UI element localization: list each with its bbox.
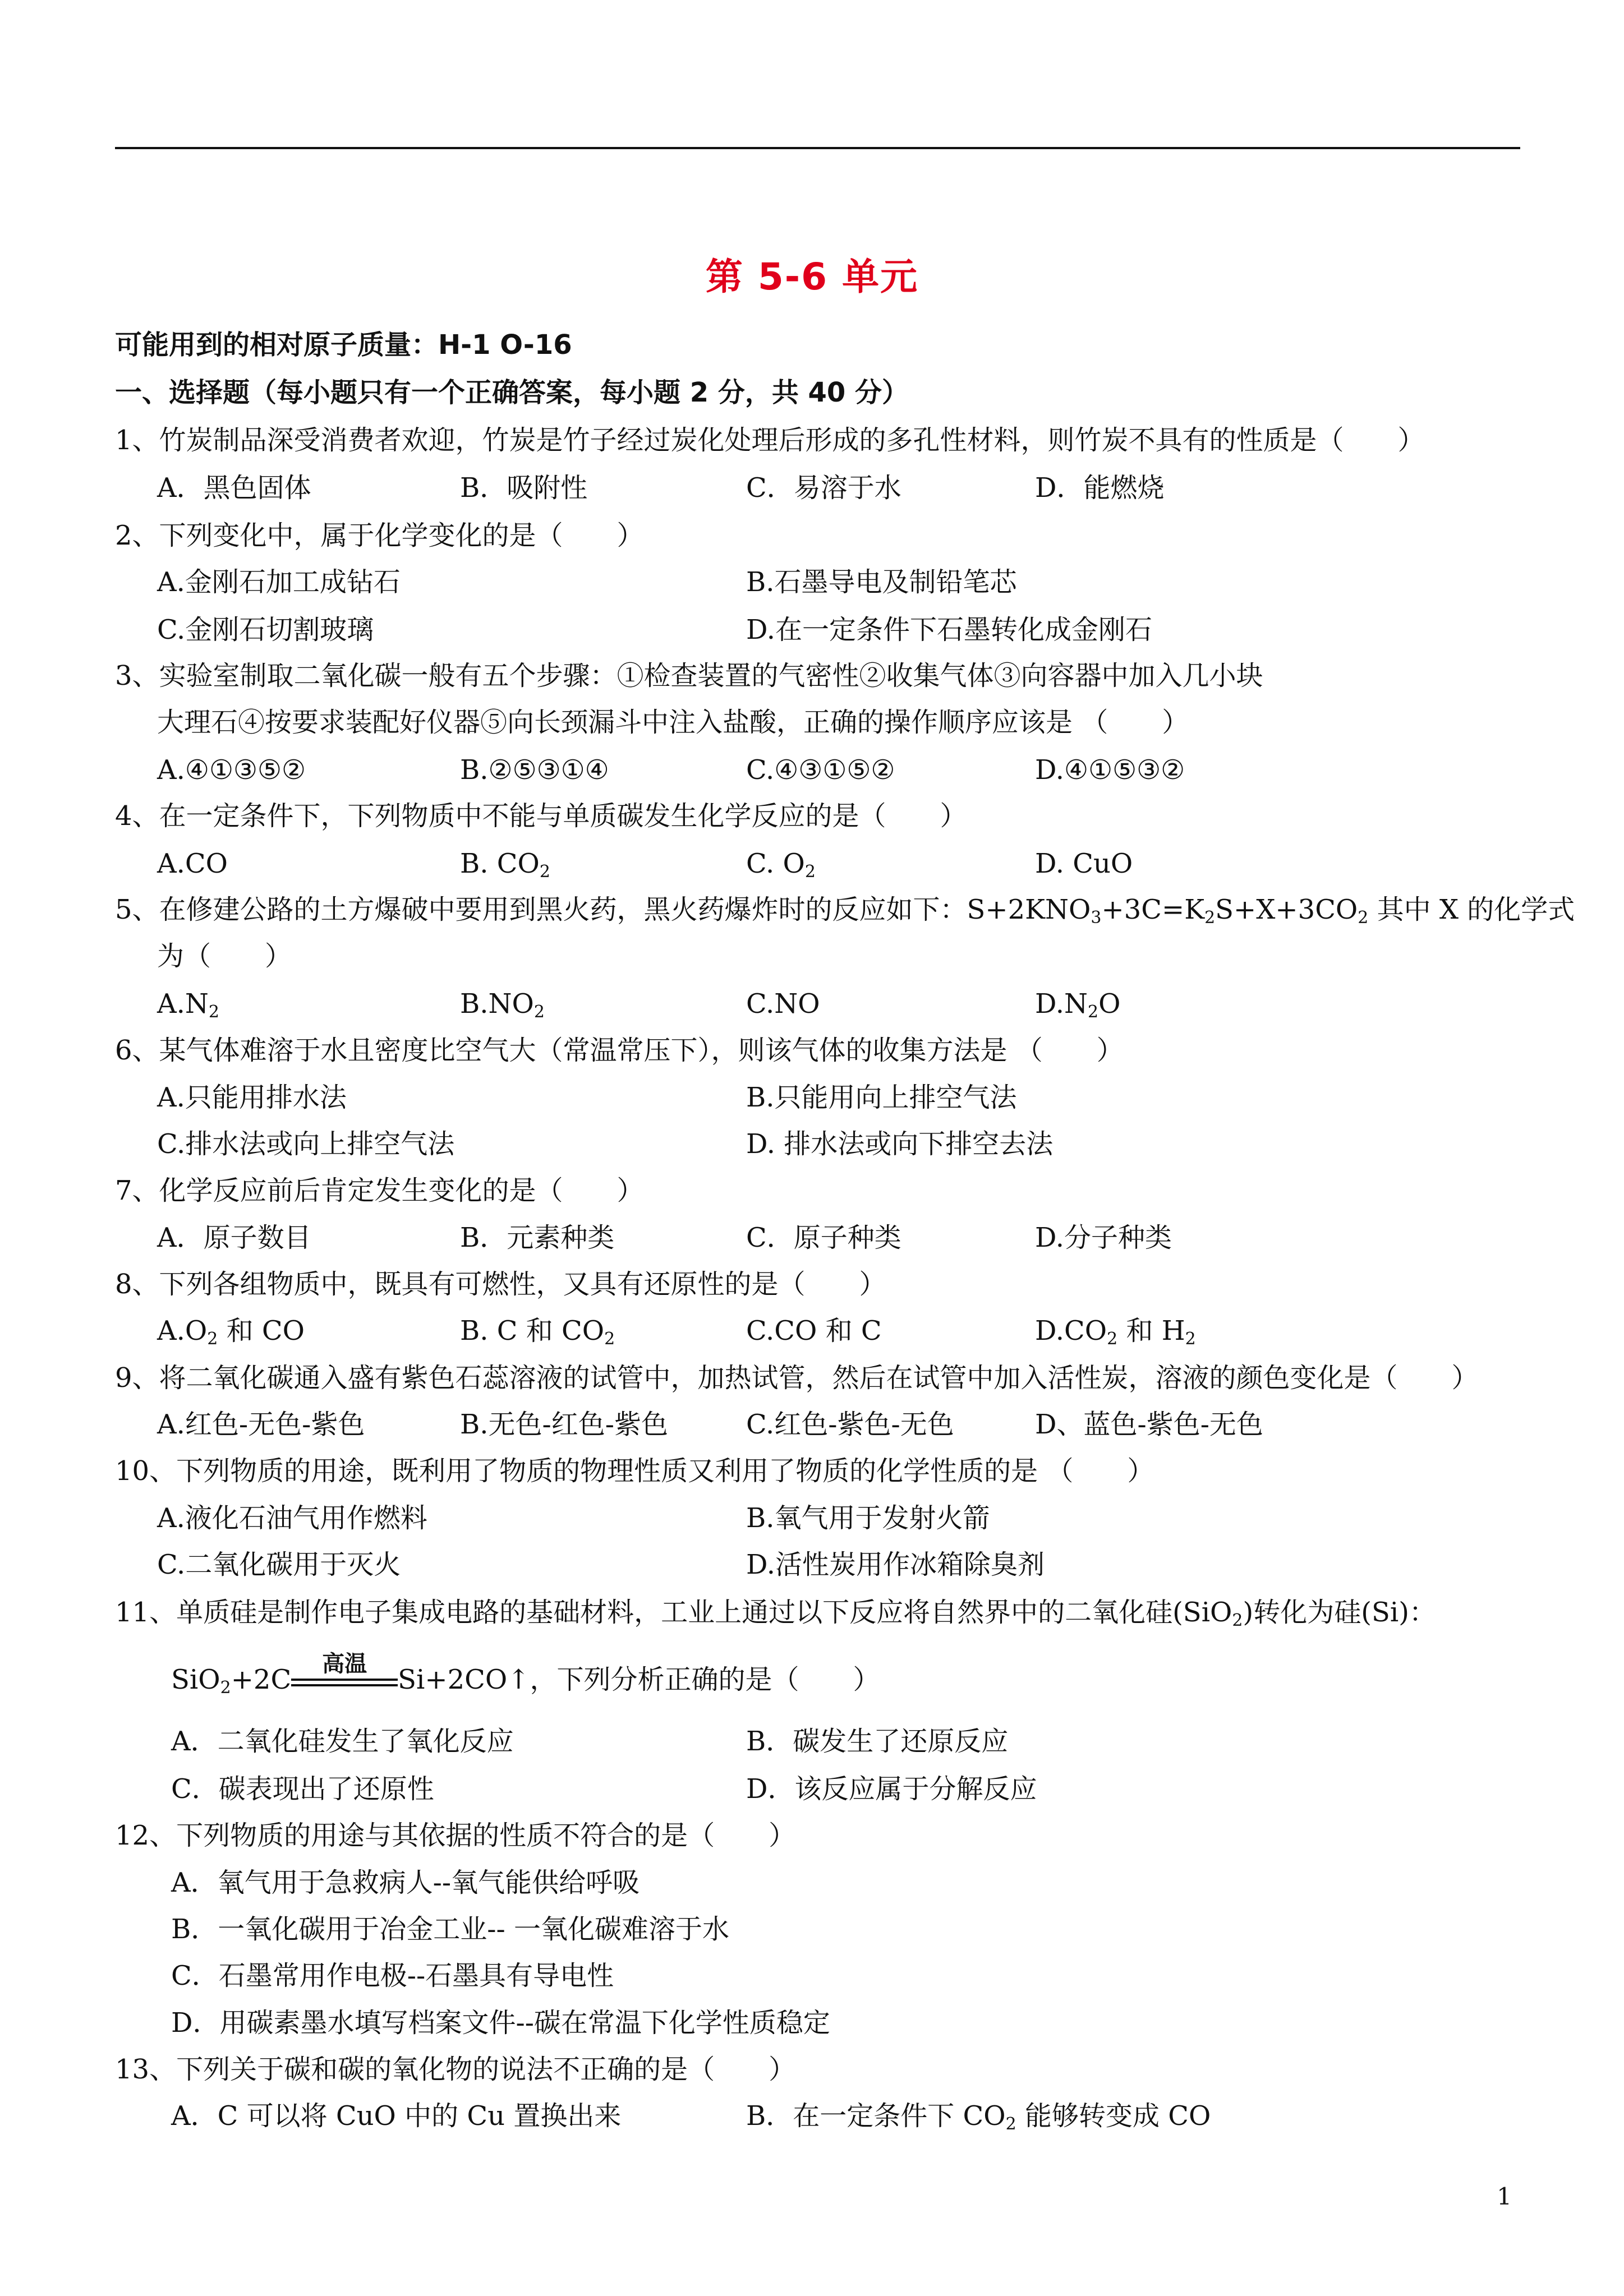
q12-option-d: D．用碳素墨水填写档案文件--碳在常温下化学性质稳定 [171,2007,830,2039]
q9-stem: 9、将二氧化碳通入盛有紫色石蕊溶液的试管中，加热试管，然后在试管中加入活性炭，溶液的颜色变化是（ ） [115,1362,1479,1394]
q7-stem: 7、化学反应前后肯定发生变化的是（ ） [115,1175,644,1206]
q5-option-a: $A.N_2$ [157,988,220,1022]
q1-option-d: D．能燃烧 [1035,472,1165,504]
q9-option-d: D、蓝色-紫色-无色 [1035,1409,1263,1440]
q13-option-a: A．C 可以将 CuO 中的 Cu 置换出来 [171,2100,622,2132]
q11-option-d: D．该反应属于分解反应 [746,1773,1037,1805]
q4-option-c: C. $O_2$ [746,848,816,882]
q7-option-b: B．元素种类 [460,1222,615,1253]
q3-stem-line1: 3、实验室制取二氧化碳一般有五个步骤：①检查装置的气密性②收集气体③向容器中加入几小块 [115,660,1263,691]
q5-option-b: $B.NO_2$ [460,988,545,1022]
q12-option-b: B．一氧化碳用于冶金工业-- 一氧化碳难溶于水 [171,1914,729,1945]
q2-option-c: C.金刚石切割玻璃 [157,614,374,646]
q1-option-c: C．易溶于水 [746,472,901,504]
q10-option-d: D.活性炭用作冰箱除臭剂 [746,1549,1045,1580]
page-title: 第 5-6 单元 [705,255,919,298]
q5-option-d: $D.N_2O$ [1035,988,1121,1022]
q4-option-a: A.CO [157,848,228,879]
q6-option-c: C.排水法或向上排空气法 [157,1128,455,1160]
header-rule [115,147,1520,149]
q10-option-c: C.二氧化碳用于灭火 [157,1549,401,1580]
q3-option-a: A.④①③⑤② [157,754,306,786]
q1-option-b: B．吸附性 [460,472,588,504]
q8-option-c: C.CO 和 C [746,1315,882,1347]
q3-option-d: D.④①⑤③② [1035,754,1185,786]
q12-option-a: A．氧气用于急救病人--氧气能供给呼吸 [171,1867,640,1898]
q13-stem: 13、下列关于碳和碳的氧化物的说法不正确的是（ ） [115,2054,796,2085]
q10-option-b: B.氧气用于发射火箭 [746,1502,990,1534]
q8-option-d: $D.CO_2$ 和 $H_2$ [1035,1315,1196,1349]
q4-stem: 4、在一定条件下，下列物质中不能与单质碳发生化学反应的是（ ） [115,800,967,832]
q6-stem: 6、某气体难溶于水且密度比空气大（常温常压下），则该气体的收集方法是 （ ） [115,1035,1124,1066]
q2-option-d: D.在一定条件下石墨转化成金刚石 [746,614,1153,646]
q5-stem-line1: 5、在修建公路的土方爆破中要用到黑火药，黑火药爆炸时的反应如下：$S+2KNO_3+3C=K_2S+X+3CO_2$ 其中 X 的化学式 [115,894,1575,928]
q11-option-b: B．碳发生了还原反应 [746,1726,1009,1757]
reaction-condition: 高温 [322,1651,367,1677]
atomic-masses-note: 可能用到的相对原子质量：H-1 O-16 [115,329,572,361]
q11-option-c: C．碳表现出了还原性 [171,1773,434,1805]
page-number: 1 [1497,2183,1512,2210]
q7-option-c: C．原子种类 [746,1222,901,1253]
q3-option-b: B.②⑤③①④ [460,754,609,786]
q6-option-a: A.只能用排水法 [157,1082,347,1113]
q6-option-b: B.只能用向上排空气法 [746,1082,1017,1113]
q8-option-a: $A.O_2$ 和 CO [157,1315,305,1349]
q10-stem: 10、下列物质的用途，既利用了物质的物理性质又利用了物质的化学性质的是 （ ） [115,1455,1154,1487]
q13-option-b: B．在一定条件下 $CO_2$ 能够转变成 CO [746,2100,1211,2134]
q2-option-b: B.石墨导电及制铅笔芯 [746,566,1017,598]
q2-stem: 2、下列变化中，属于化学变化的是（ ） [115,520,644,551]
q11-option-a: A．二氧化硅发生了氧化反应 [171,1726,514,1757]
section-heading: 一、选择题（每小题只有一个正确答案，每小题 2 分，共 40 分） [115,377,909,408]
q1-stem: 1、竹炭制品深受消费者欢迎，竹炭是竹子经过炭化处理后形成的多孔性材料，则竹炭不具有的性质是（ ） [115,425,1425,456]
q10-option-a: A.液化石油气用作燃料 [157,1502,427,1534]
q2-option-a: A.金刚石加工成钻石 [157,566,401,598]
q8-option-b: B. C 和 $CO_2$ [460,1315,615,1349]
q4-option-b: B. $CO_2$ [460,848,550,882]
q11-equation: SiO$_2$+2C 高温 Si+2CO↑，下列分析正确的是（ ） [171,1663,880,1696]
q1-option-a: A．黑色固体 [157,472,311,504]
q9-option-a: A.红色-无色-紫色 [157,1409,365,1440]
reaction-equals-sign [291,1651,398,1696]
q6-option-d: D. 排水法或向下排空去法 [746,1128,1053,1160]
q3-option-c: C.④③①⑤② [746,754,895,786]
q8-stem: 8、下列各组物质中，既具有可燃性，又具有还原性的是（ ） [115,1269,886,1300]
q7-option-a: A．原子数目 [157,1222,311,1253]
q9-option-b: B.无色-红色-紫色 [460,1409,668,1440]
q12-option-c: C．石墨常用作电极--石墨具有导电性 [171,1960,614,1991]
q3-stem-line2: 大理石④按要求装配好仪器⑤向长颈漏斗中注入盐酸，正确的操作顺序应该是 （ ） [157,707,1189,738]
q5-option-c: C.NO [746,988,820,1020]
q4-option-d: D. CuO [1035,848,1133,879]
q9-option-c: C.红色-紫色-无色 [746,1409,954,1440]
q12-stem: 12、下列物质的用途与其依据的性质不符合的是（ ） [115,1820,796,1851]
q5-stem-line2: 为（ ） [157,940,292,972]
q7-option-d: D.分子种类 [1035,1222,1172,1253]
q11-stem: 11、单质硅是制作电子集成电路的基础材料，工业上通过以下反应将自然界中的二氧化硅(SiO$_2$)转化为硅(Si)： [115,1597,1436,1630]
